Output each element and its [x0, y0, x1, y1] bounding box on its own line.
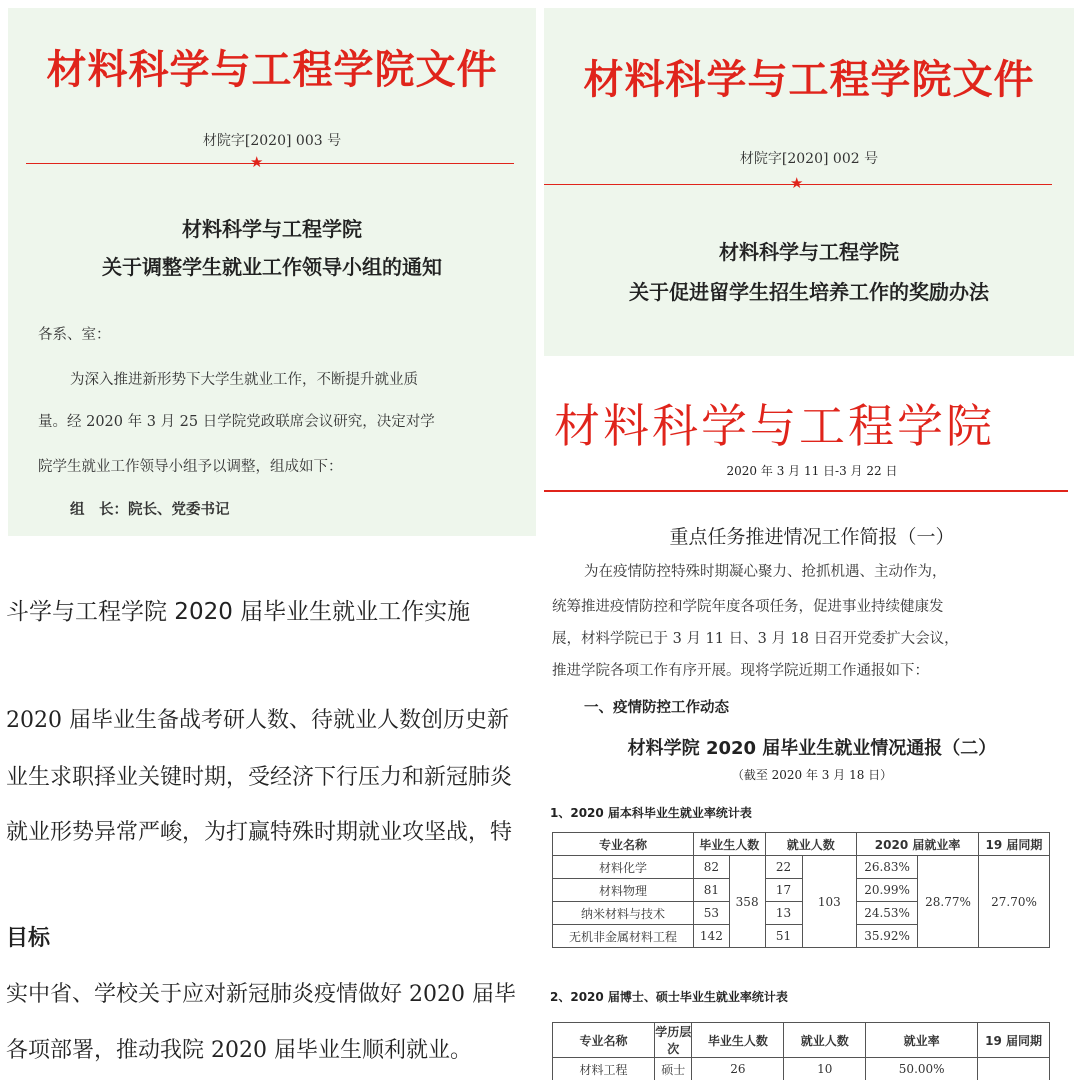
table-cell: 53	[694, 902, 730, 925]
table-cell: 81	[694, 879, 730, 902]
report-title: 材料学院 2020 届毕业生就业情况通报（二）	[627, 738, 997, 759]
table-cell: 358	[729, 856, 765, 948]
table-cell: 22	[765, 856, 802, 879]
table2-label: 2、2020 届博士、硕士毕业生就业率统计表	[550, 990, 788, 1004]
table-cell: 35.92%	[857, 925, 918, 948]
plan-line: 就业形势异常严峻，为打赢特殊时期就业攻坚战，特	[6, 820, 513, 845]
briefing-line: 统筹推进疫情防控和学院年度各项任务，促进事业持续健康发	[552, 599, 944, 615]
table-cell: 13	[765, 902, 802, 925]
star-icon: ★	[250, 153, 264, 171]
table1-label: 1、2020 届本科毕业生就业率统计表	[550, 806, 752, 820]
work-briefing-document	[544, 362, 1080, 1080]
table-header: 专业名称	[553, 1023, 655, 1058]
document-title-line2: 关于调整学生就业工作领导小组的通知	[102, 255, 442, 279]
table-cell: 硕士	[655, 1058, 692, 1080]
table-cell: 27.70%	[979, 856, 1050, 948]
table-row	[553, 1058, 1050, 1080]
table-header: 2020 届就业率	[857, 833, 979, 856]
document-title-line2: 关于促进留学生招生培养工作的奖励办法	[629, 280, 989, 304]
plan-line: 业生求职择业关键时期，受经济下行压力和新冠肺炎	[6, 765, 513, 790]
report-date: （截至 2020 年 3 月 18 日）	[731, 768, 893, 782]
briefing-line: 推进学院各项工作有序开展。现将学院近期工作通报如下：	[552, 663, 929, 679]
plan-title: 斗学与工程学院 2020 届毕业生就业工作实施	[6, 599, 471, 625]
table-cell: 材料化学	[553, 856, 694, 879]
table-header: 专业名称	[553, 833, 694, 856]
table-row	[553, 856, 1050, 879]
document-title-line1: 材料科学与工程学院	[719, 240, 899, 264]
table-cell: 10	[784, 1058, 866, 1080]
table-cell: 24.53%	[857, 902, 918, 925]
plan-line: 各项部署，推动我院 2020 届毕业生顺利就业。	[6, 1038, 472, 1063]
table-cell: 无机非金属材料工程	[553, 925, 694, 948]
notice-document-002	[544, 8, 1074, 356]
body-line: 院学生就业工作领导小组予以调整，组成如下：	[38, 459, 343, 475]
document-header: 材料科学与工程学院文件	[583, 57, 1035, 103]
briefing-section-heading: 一、疫情防控工作动态	[584, 700, 729, 716]
table-header-row	[553, 1023, 1050, 1058]
table-header: 就业人数	[784, 1023, 866, 1058]
body-line: 量。经 2020 年 3 月 25 日学院党政联席会议研究，决定对学	[38, 414, 435, 430]
table-cell: 20.99%	[857, 879, 918, 902]
table-cell: 26.83%	[857, 856, 918, 879]
table-header: 19 届同期	[978, 1023, 1050, 1058]
table-cell: 材料工程	[553, 1058, 655, 1080]
briefing-date: 2020 年 3 月 11 日-3 月 22 日	[726, 464, 898, 478]
table-cell: 82	[694, 856, 730, 879]
table-cell: 103	[802, 856, 857, 948]
plan-section-heading: 目标	[6, 926, 51, 951]
table-cell	[978, 1058, 1050, 1080]
table-header: 学历层次	[655, 1023, 692, 1058]
body-line: 为深入推进新形势下大学生就业工作，不断提升就业质	[70, 372, 418, 388]
table-cell: 51	[765, 925, 802, 948]
table-header-row	[553, 833, 1050, 856]
table-cell: 28.77%	[918, 856, 979, 948]
plan-line: 实中省、学校关于应对新冠肺炎疫情做好 2020 届毕	[6, 982, 516, 1007]
briefing-line: 为在疫情防控特殊时期凝心聚力、抢抓机遇、主动作为，	[584, 564, 947, 580]
table-cell: 17	[765, 879, 802, 902]
table-cell: 纳米材料与技术	[553, 902, 694, 925]
table-cell: 50.00%	[866, 1058, 978, 1080]
plan-line: 2020 届毕业生备战考研人数、待就业人数创历史新	[6, 708, 509, 733]
table-header: 19 届同期	[979, 833, 1050, 856]
document-title-line1: 材料科学与工程学院	[182, 217, 362, 241]
star-icon: ★	[790, 174, 804, 192]
briefing-line: 展，材料学院已于 3 月 11 日、3 月 18 日召开党委扩大会议，	[552, 631, 959, 647]
salutation: 各系、室：	[38, 327, 111, 343]
undergrad-employment-table	[552, 832, 1050, 948]
briefing-title: 重点任务推进情况工作简报（一）	[669, 526, 955, 548]
red-divider	[544, 490, 1068, 492]
table-header: 就业率	[866, 1023, 978, 1058]
table-header: 毕业生人数	[692, 1023, 784, 1058]
briefing-header: 材料科学与工程学院	[554, 399, 995, 453]
employment-plan-document	[0, 545, 540, 1080]
graduate-employment-table	[552, 1022, 1050, 1080]
table-header: 毕业生人数	[694, 833, 766, 856]
table-cell: 材料物理	[553, 879, 694, 902]
table-cell: 142	[694, 925, 730, 948]
document-number: 材院字[2020] 003 号	[202, 133, 342, 149]
body-line: 组 长：院长、党委书记	[70, 501, 230, 518]
document-header: 材料科学与工程学院文件	[46, 47, 498, 93]
notice-document-003	[8, 8, 536, 536]
table-cell: 26	[692, 1058, 784, 1080]
document-number: 材院字[2020] 002 号	[739, 151, 879, 167]
red-divider	[26, 163, 514, 164]
table-header: 就业人数	[765, 833, 857, 856]
